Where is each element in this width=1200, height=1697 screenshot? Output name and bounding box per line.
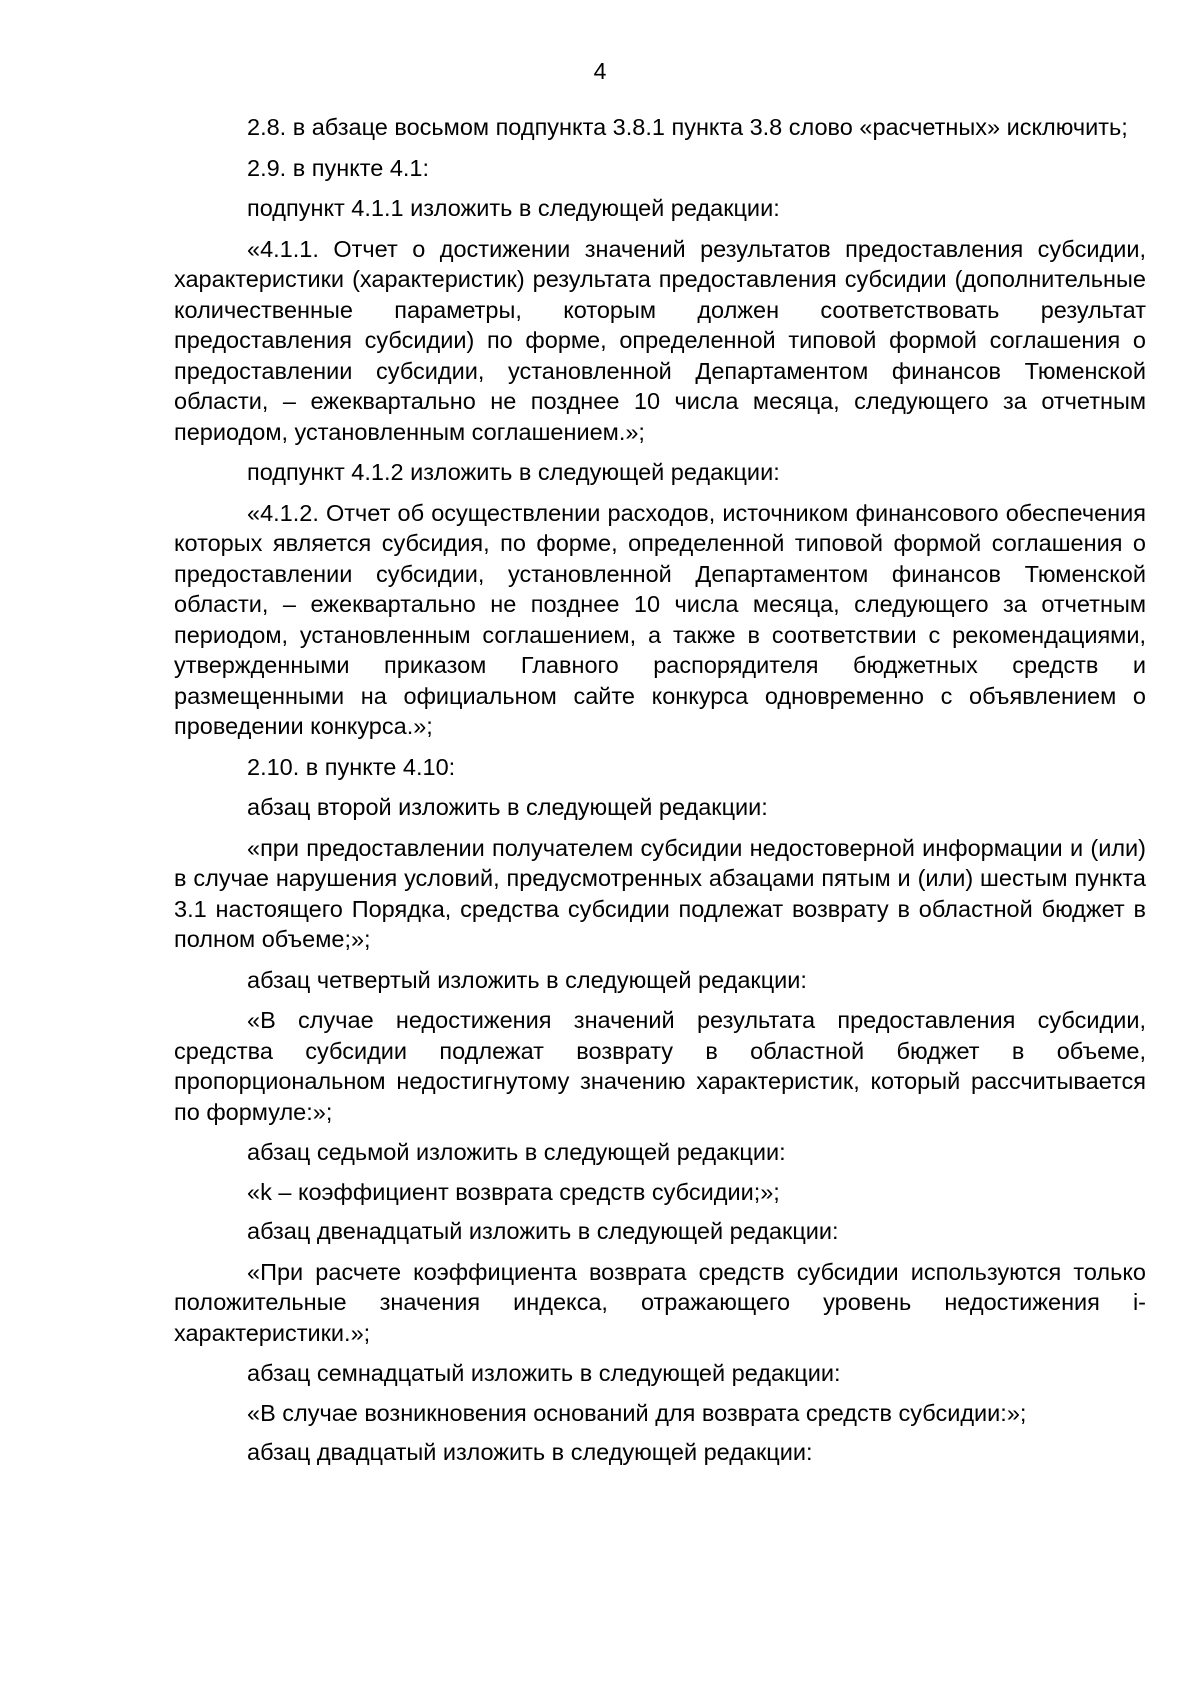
paragraph-seventeenth-abzac-intro: абзац семнадцатый изложить в следующей редакции:	[247, 1360, 841, 1386]
paragraph-2-9: 2.9. в пункте 4.1:	[247, 154, 430, 181]
paragraph-twentieth-abzac-intro: абзац двадцатый изложить в следующей редакции:	[247, 1439, 813, 1465]
paragraph-twelfth-abzac-intro: абзац двенадцатый изложить в следующей редакции:	[247, 1218, 839, 1244]
paragraph-fourth-abzac-text: «В случае недостижения значений результата предоставления субсидии, средства субсидии подлежат возврату в областной бюджет в объеме, пропорциональном недостигнутому значению характеристик, который рассчитывается по формуле:»;	[174, 1007, 1146, 1125]
document-body	[174, 112, 1146, 1478]
paragraph-second-abzac-text: «при предоставлении получателем субсидии недостоверной информации и (или) в случае нарушения условий, предусмотренных абзацами пятым и (или) шестым пункта 3.1 настоящего Порядка, средства субсидии подлежат возврату в областной бюджет в полном объеме;»;	[174, 834, 1146, 952]
paragraph-subpoint-4-1-1-intro: подпункт 4.1.1 изложить в следующей редакции:	[247, 195, 780, 221]
paragraph-seventh-abzac-text: «k – коэффициент возврата средств субсидии;»;	[247, 1178, 780, 1205]
paragraph-second-abzac-intro: абзац второй изложить в следующей редакции:	[247, 794, 768, 820]
paragraph-twelfth-abzac-text: «При расчете коэффициента возврата средств субсидии используются только положительные значения индекса, отражающего уровень недостижения i-характеристики.»;	[174, 1258, 1146, 1346]
paragraph-subpoint-4-1-2-intro: подпункт 4.1.2 изложить в следующей редакции:	[247, 459, 780, 485]
paragraph-4-1-1-text: «4.1.1. Отчет о достижении значений результатов предоставления субсидии, характеристики (характеристик) результата предоставления субсидии (дополнительные количественные параметры, которым должен соответствовать результат предоставления субсидии) по форме, определенной типовой формой соглашения о предоставлении субсидии, установленной Департаментом финансов Тюменской области, – ежеквартально не позднее 10 числа месяца, следующего за отчетным периодом, установленным соглашением.»;	[174, 235, 1146, 445]
page-number: 4	[593, 58, 607, 84]
paragraph-4-1-2-text: «4.1.2. Отчет об осуществлении расходов, источником финансового обеспечения которых является субсидия, по форме, определенной типовой формой соглашения о предоставлении субсидии, установленной Департаментом финансов Тюменской области, – ежеквартально не позднее 10 числа месяца, следующего за отчетным периодом, установленным соглашением, а также в соответствии с рекомендациями, утвержденными приказом Главного распорядителя бюджетных средств и размещенными на официальном сайте конкурса одновременно с объявлением о проведении конкурса.»;	[174, 499, 1146, 739]
paragraph-seventh-abzac-intro: абзац седьмой изложить в следующей редакции:	[247, 1139, 786, 1165]
paragraph-2-8: 2.8. в абзаце восьмом подпункта 3.8.1 пункта 3.8 слово «расчетных» исключить;	[247, 114, 1128, 140]
paragraph-2-10: 2.10. в пункте 4.10:	[247, 753, 456, 780]
paragraph-fourth-abzac-intro: абзац четвертый изложить в следующей редакции:	[247, 966, 807, 993]
paragraph-seventeenth-abzac-text: «В случае возникновения оснований для возврата средств субсидии:»;	[247, 1399, 1027, 1426]
